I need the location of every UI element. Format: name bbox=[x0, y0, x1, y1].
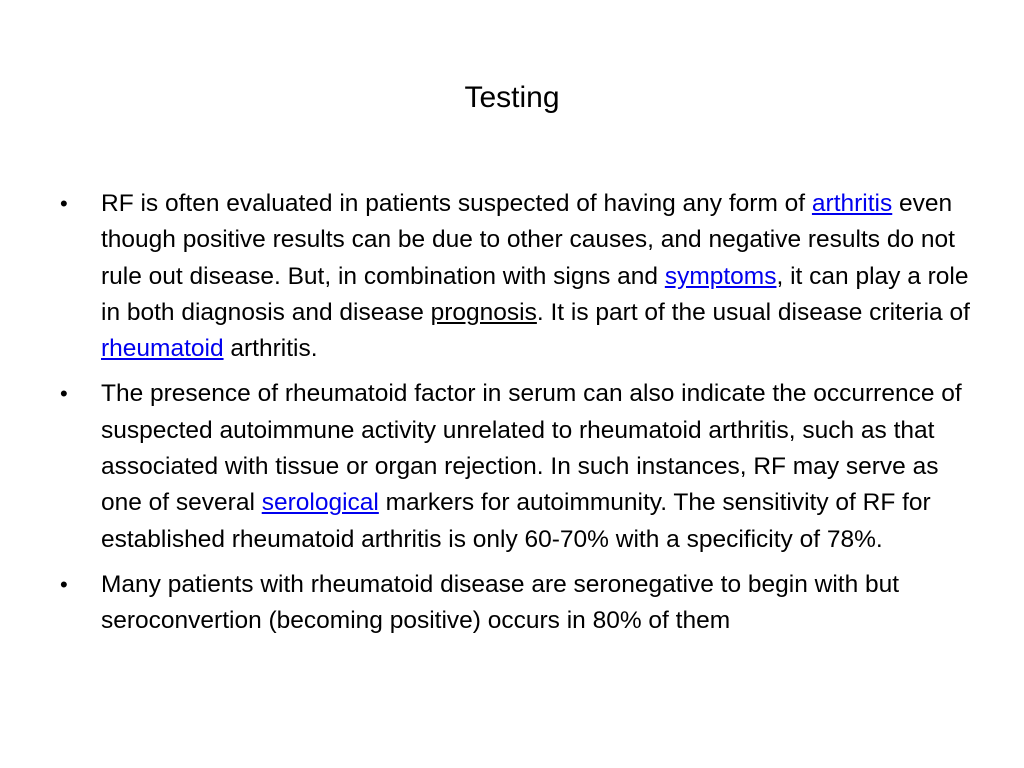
slide-title: Testing bbox=[464, 81, 560, 114]
text-span: , it can play a role in both diagnosis and disease bbox=[101, 262, 969, 326]
bullet-item bbox=[60, 186, 980, 367]
text-span: even though positive results can be due to other causes, and negative results do not rule out disease. But, in combination with signs and bbox=[101, 190, 955, 290]
text-span: arthritis. bbox=[223, 335, 318, 363]
rheumatoid-link[interactable]: rheumatoid bbox=[101, 335, 224, 363]
text-span: Many patients with rheumatoid disease are seronegative to begin with but seroconvertion (becoming positive) occurs in 80% of them bbox=[101, 570, 900, 635]
arthritis-link[interactable]: arthritis bbox=[811, 190, 893, 217]
bullet-text bbox=[101, 190, 970, 362]
bullet-icon: • bbox=[60, 191, 68, 216]
prognosis-underlined: prognosis bbox=[430, 298, 537, 326]
bullet-icon: • bbox=[60, 571, 68, 597]
bullet-item bbox=[60, 376, 980, 557]
bullet-list bbox=[60, 186, 980, 649]
symptoms-link[interactable]: symptoms bbox=[664, 262, 777, 290]
bullet-text bbox=[101, 571, 899, 634]
text-span: . It is part of the usual disease criteria of bbox=[536, 298, 970, 326]
text-span: markers for autoimmunity. The sensitivity of RF for established rheumatoid arthritis is only 60-70% with a specificity of 78%. bbox=[101, 489, 931, 553]
bullet-text bbox=[101, 380, 962, 552]
bullet-item bbox=[60, 567, 980, 640]
text-span: RF is often evaluated in patients suspected of having any form of bbox=[101, 190, 812, 217]
bullet-icon: • bbox=[60, 381, 68, 407]
text-span: The presence of rheumatoid factor in serum can also indicate the occurrence of suspected autoimmune activity unrelated to rheumatoid arthritis, such as that associated with tissue or organ rejection. In such instances, RF may serve as one of several bbox=[101, 380, 962, 517]
serological-link[interactable]: serological bbox=[261, 489, 379, 517]
